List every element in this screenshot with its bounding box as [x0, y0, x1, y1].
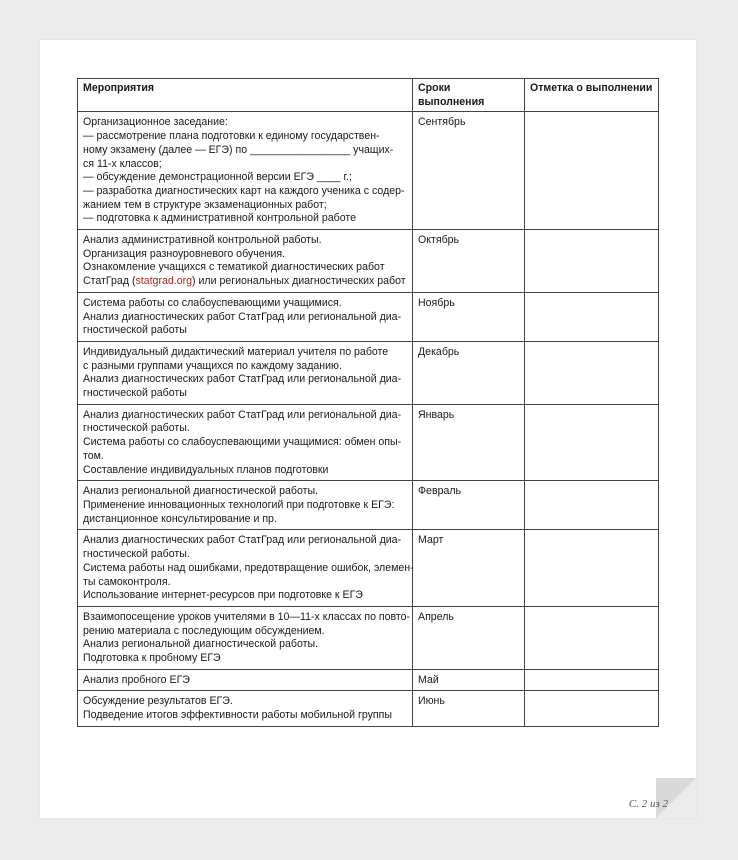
event-line: ты самоконтроля.: [83, 575, 171, 588]
event-line: Анализ диагностических работ СтатГрад или региональной диа-: [83, 373, 402, 386]
event-description-cell: [78, 481, 413, 530]
event-line: — обсуждение демонстрационной версии ЕГЭ ____ г.;: [83, 171, 352, 184]
event-line: гностической работы.: [83, 548, 190, 561]
table-row: [78, 404, 659, 481]
table-row: [78, 481, 659, 530]
event-description-cell: [78, 691, 413, 726]
event-line: — подготовка к административной контрольной работе: [83, 212, 357, 225]
event-line: Подведение итогов эффективности работы мобильной группы: [83, 709, 392, 722]
deadline-cell: Январь: [413, 404, 525, 481]
event-line: жанием тем в структуре экзаменационных работ;: [83, 198, 327, 211]
event-description-cell: [78, 230, 413, 293]
completion-mark-cell[interactable]: [525, 341, 659, 404]
completion-mark-cell[interactable]: [525, 691, 659, 726]
table-row: [78, 292, 659, 341]
event-description-cell: [78, 530, 413, 607]
event-line: том.: [83, 449, 104, 462]
deadline-cell: Июнь: [413, 691, 525, 726]
event-line-prefix: СтатГрад (: [83, 275, 136, 288]
deadline-cell: Март: [413, 530, 525, 607]
event-line: Использование интернет-ресурсов при подготовке к ЕГЭ: [83, 589, 363, 602]
table-row: [78, 112, 659, 230]
completion-mark-cell[interactable]: [525, 530, 659, 607]
deadline-cell: Апрель: [413, 606, 525, 669]
event-line: гностической работы: [83, 387, 187, 400]
table-row: [78, 341, 659, 404]
page-number: С. 2 из 2: [628, 798, 668, 810]
completion-mark-cell[interactable]: [525, 292, 659, 341]
table-row: [78, 230, 659, 293]
header-events: Мероприятия: [78, 79, 413, 112]
event-line: [83, 275, 407, 289]
event-line: Анализ пробного ЕГЭ: [83, 673, 190, 686]
deadline-cell: Сентябрь: [413, 112, 525, 230]
event-line: Анализ административной контрольной работы.: [83, 234, 322, 247]
event-line: ся 11-х классов;: [83, 157, 162, 170]
event-description-cell: [78, 112, 413, 230]
deadline-cell: Октябрь: [413, 230, 525, 293]
event-line-suffix: ) или региональных диагностических работ: [192, 275, 406, 288]
deadline-cell: Ноябрь: [413, 292, 525, 341]
event-line: рению материала с последующим обсуждением.: [83, 624, 325, 637]
event-line: Анализ диагностических работ СтатГрад или региональной диа-: [83, 408, 402, 421]
event-line: Обсуждение результатов ЕГЭ.: [83, 695, 233, 708]
event-description-cell: [78, 292, 413, 341]
event-line: с разными группами учащихся по каждому заданию.: [83, 359, 342, 372]
event-line: Взаимопосещение уроков учителями в 10—11-х классах по повто-: [83, 610, 411, 623]
table-header-row: [78, 79, 659, 112]
table-row: [78, 669, 659, 691]
event-line: Применение инновационных технологий при подготовке к ЕГЭ:: [83, 498, 395, 511]
deadline-cell: Февраль: [413, 481, 525, 530]
event-line: Анализ региональной диагностической работы.: [83, 485, 319, 498]
event-line: Анализ диагностических работ СтатГрад или региональной диа-: [83, 310, 402, 323]
event-line: Анализ диагностических работ СтатГрад или региональной диа-: [83, 534, 402, 547]
event-line: гностической работы: [83, 324, 187, 337]
completion-mark-cell[interactable]: [525, 404, 659, 481]
event-description-cell: [78, 669, 413, 691]
deadline-cell: Декабрь: [413, 341, 525, 404]
event-line: — рассмотрение плана подготовки к единому государствен-: [83, 130, 380, 143]
event-line: Организационное заседание:: [83, 116, 228, 129]
header-deadlines: Сроки выполнения: [413, 79, 525, 112]
event-line: — разработка диагностических карт на каждого ученика с содер-: [83, 184, 405, 197]
table-row: [78, 691, 659, 726]
completion-mark-cell[interactable]: [525, 112, 659, 230]
event-line: Система работы над ошибками, предотвращение ошибок, элемен-: [83, 561, 414, 574]
event-line: Ознакомление учащихся с тематикой диагностических работ: [83, 261, 385, 274]
event-line: Составление индивидуальных планов подготовки: [83, 463, 329, 476]
statgrad-link[interactable]: statgrad.org: [135, 275, 193, 288]
deadline-cell: Май: [413, 669, 525, 691]
event-line: Подготовка к пробному ЕГЭ: [83, 652, 221, 665]
completion-mark-cell[interactable]: [525, 606, 659, 669]
table-row: [78, 530, 659, 607]
events-table: [77, 78, 659, 727]
event-line: Система работы со слабоуспевающими учащимися.: [83, 296, 342, 309]
event-line: гностической работы.: [83, 422, 190, 435]
completion-mark-cell[interactable]: [525, 481, 659, 530]
event-description-cell: [78, 404, 413, 481]
completion-mark-cell[interactable]: [525, 230, 659, 293]
event-line: Система работы со слабоуспевающими учащимися: обмен опы-: [83, 436, 402, 449]
event-line: Индивидуальный дидактический материал учителя по работе: [83, 345, 389, 358]
document-page: [40, 40, 696, 818]
event-line: ному экзамену (далее — ЕГЭ) по _________________ учащих-: [83, 143, 394, 156]
event-description-cell: [78, 341, 413, 404]
event-line: Анализ региональной диагностической работы.: [83, 638, 319, 651]
event-description-cell: [78, 606, 413, 669]
event-line: дистанционное консультирование и пр.: [83, 512, 277, 525]
completion-mark-cell[interactable]: [525, 669, 659, 691]
table-row: [78, 606, 659, 669]
header-completion-mark: Отметка о выполнении: [525, 79, 659, 112]
event-line: Организация разноуровневого обучения.: [83, 247, 286, 260]
